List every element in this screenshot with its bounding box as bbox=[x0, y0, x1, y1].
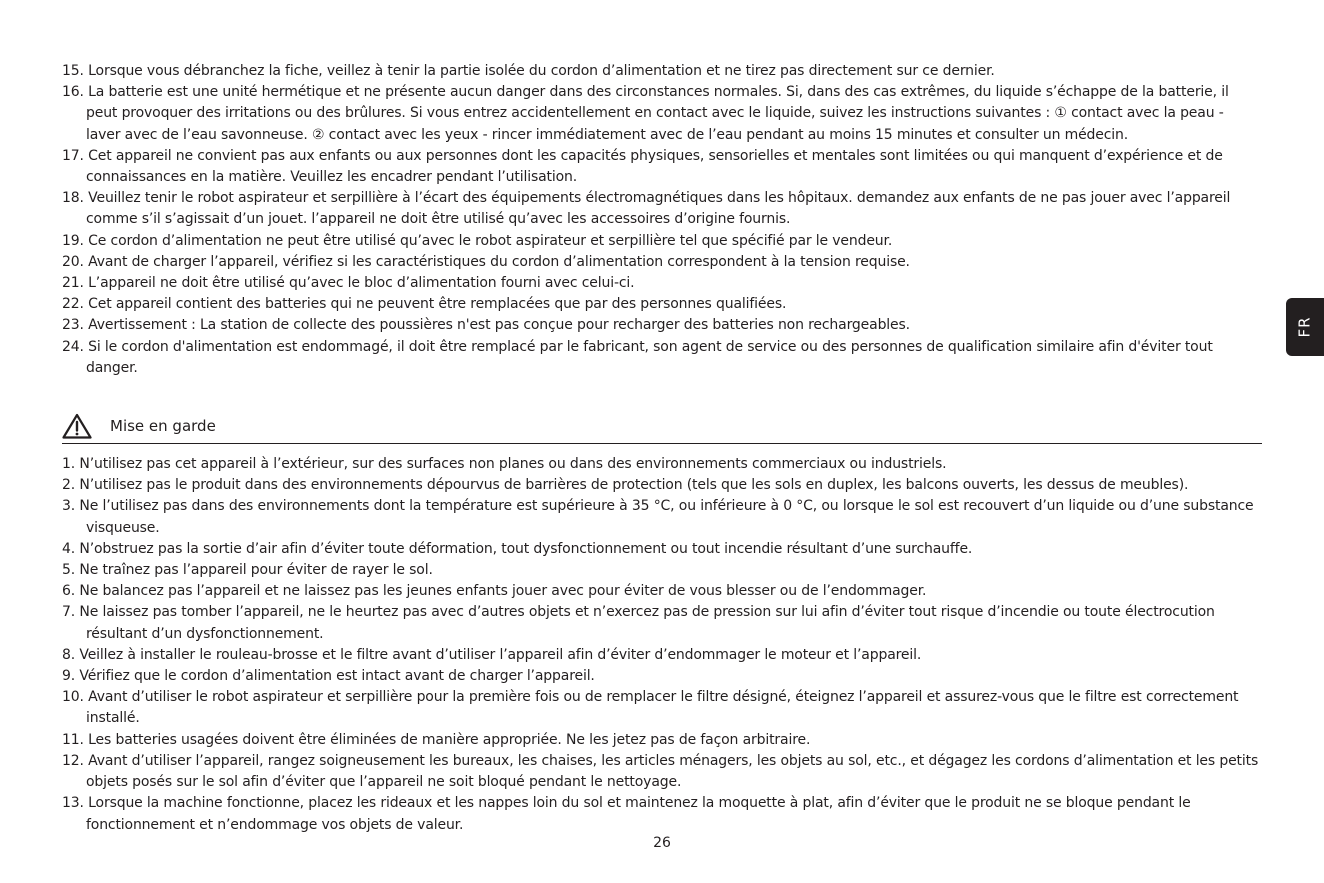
list-item bbox=[62, 730, 1262, 751]
list-item-text: Ne balancez pas l’appareil et ne laissez pas les jeunes enfants jouer avec pour éviter de vous blesser ou de l’endommager. bbox=[79, 583, 927, 600]
list-item-number: 15. bbox=[62, 63, 84, 79]
list-item bbox=[62, 294, 1262, 315]
list-item-number: 16. bbox=[62, 84, 84, 101]
list-item bbox=[62, 231, 1262, 252]
manual-page-content bbox=[62, 61, 1262, 836]
list-item bbox=[62, 454, 1262, 475]
list-item bbox=[62, 687, 1262, 729]
list-item-number: 13. bbox=[62, 795, 84, 812]
list-item-text: Ne laissez pas tomber l’appareil, ne le heurtez pas avec d’autres objets et n’exercez pas de pression sur lui afin d’éviter tout risque d’incendie ou toute électrocution résultant d’un dysfonctionnement. bbox=[79, 604, 1215, 642]
list-item-text: Les batteries usagées doivent être éliminées de manière appropriée. Ne les jetez pas de façon arbitraire. bbox=[88, 731, 811, 748]
list-item-number: 22. bbox=[62, 296, 84, 313]
list-item-text: Avant d’utiliser le robot aspirateur et serpillière pour la première fois ou de remplacer le filtre désigné, éteignez l’appareil et assurez-vous que le filtre est correctement installé. bbox=[86, 689, 1239, 727]
list-item-text: N’utilisez pas le produit dans des environnements dépourvus de barrières de protection (tels que les sols en duplex, les balcons ouverts, les dessus de meubles). bbox=[79, 477, 1189, 494]
warning-list bbox=[62, 454, 1262, 836]
warning-title: Mise en garde bbox=[110, 417, 216, 436]
language-tab bbox=[1286, 298, 1324, 356]
list-item bbox=[62, 793, 1262, 835]
list-item bbox=[62, 666, 1262, 687]
list-item-text: Lorsque la machine fonctionne, placez les rideaux et les nappes loin du sol et maintenez la moquette à plat, afin d’éviter que le produit ne se bloque pendant le fonctionnement et n’endommage vos objets de valeur. bbox=[86, 795, 1191, 833]
list-item-number: 4. bbox=[62, 540, 76, 557]
list-item bbox=[62, 645, 1262, 666]
list-item-text: Cet appareil contient des batteries qui ne peuvent être remplacées que par des personnes qualifiées. bbox=[88, 296, 787, 313]
list-item-number: 8. bbox=[62, 646, 76, 663]
list-item-text: Ne l’utilisez pas dans des environnements dont la température est supérieure à 35 °C, ou inférieure à 0 °C, ou lorsque le sol est recouvert d’un liquide ou d’une substance visqueuse. bbox=[79, 498, 1254, 536]
list-item-text: Veillez à installer le rouleau-brosse et le filtre avant d’utiliser l’appareil afin d’éviter d’endommager le moteur et l’appareil. bbox=[79, 646, 922, 663]
list-item-text: Avant d’utiliser l’appareil, rangez soigneusement les bureaux, les chaises, les articles ménagers, les objets au sol, etc., et dégagez les cordons d’alimentation et les petits objets posés sur le sol afin d’éviter que l’appareil ne soit bloqué pendant le nettoyage. bbox=[86, 752, 1259, 791]
list-item-number: 21. bbox=[62, 275, 84, 292]
list-item-number: 17. bbox=[62, 147, 84, 164]
list-item-number: 19. bbox=[62, 232, 84, 249]
list-item bbox=[62, 337, 1262, 379]
list-item bbox=[62, 496, 1262, 538]
list-item-number: 24. bbox=[62, 338, 84, 355]
page-number: 26 bbox=[653, 835, 671, 851]
list-item bbox=[62, 560, 1262, 581]
list-item-text: Lorsque vous débranchez la fiche, veillez à tenir la partie isolée du cordon d’alimentation et ne tirez pas directement sur ce dernier. bbox=[88, 63, 995, 79]
list-item-text: N’utilisez pas cet appareil à l’extérieur, sur des surfaces non planes ou dans des environnements commerciaux ou industriels. bbox=[79, 456, 947, 473]
list-item-number: 10. bbox=[62, 689, 84, 706]
language-tab-label: FR bbox=[1296, 316, 1314, 338]
list-item-text: Cet appareil ne convient pas aux enfants ou aux personnes dont les capacités physiques, sensorielles et mentales sont limitées ou qui manquent d’expérience et de connaissances en la matière. Veuillez les encadrer pendant l’utilisation. bbox=[86, 147, 1223, 186]
list-item bbox=[62, 315, 1262, 336]
list-item-text: Avant de charger l’appareil, vérifiez si les caractéristiques du cordon d’alimentation correspondent à la tension requise. bbox=[88, 253, 910, 270]
list-item-text: Vérifiez que le cordon d’alimentation est intact avant de charger l’appareil. bbox=[79, 668, 595, 685]
list-item-text: Ce cordon d’alimentation ne peut être utilisé qu’avec le robot aspirateur et serpillière tel que spécifié par le vendeur. bbox=[88, 232, 893, 249]
list-item-text: Ne traînez pas l’appareil pour éviter de rayer le sol. bbox=[79, 562, 433, 579]
list-item-number: 12. bbox=[62, 752, 84, 769]
list-item-text: N’obstruez pas la sortie d’air afin d’éviter toute déformation, tout dysfonctionnement ou tout incendie résultant d’une surchauffe. bbox=[79, 540, 973, 557]
list-item bbox=[62, 82, 1262, 146]
list-item bbox=[62, 751, 1262, 793]
list-item bbox=[62, 539, 1262, 560]
list-item bbox=[62, 146, 1262, 188]
list-item-number: 2. bbox=[62, 477, 76, 494]
list-item bbox=[62, 188, 1262, 230]
list-item bbox=[62, 252, 1262, 273]
list-item-text: Si le cordon d'alimentation est endommagé, il doit être remplacé par le fabricant, son agent de service ou des personnes de qualification similaire afin d'éviter tout danger. bbox=[86, 338, 1213, 376]
list-item bbox=[62, 61, 1262, 82]
list-item-number: 3. bbox=[62, 498, 76, 515]
list-item-number: 1. bbox=[62, 456, 76, 473]
warning-section-header bbox=[62, 411, 1262, 444]
list-item-number: 6. bbox=[62, 583, 76, 600]
list-item-number: 5. bbox=[62, 562, 76, 579]
list-item-text: Avertissement : La station de collecte des poussières n'est pas conçue pour recharger des batteries non rechargeables. bbox=[88, 317, 910, 334]
list-item-text: La batterie est une unité hermétique et ne présente aucun danger dans des circonstances normales. Si, dans des cas extrêmes, du liquide s’échappe de la batterie, il peut provoquer des irritations ou des brûlures. Si vous entrez accidentellement en contact avec le liquide, suivez les instructions suivantes : ① contact avec la peau - laver avec de l’eau savonneuse. ② contact avec les yeux - rincer immédiatement avec de l’eau pendant au moins 15 minutes et consulter un médecin. bbox=[86, 84, 1229, 143]
list-item-number: 9. bbox=[62, 668, 76, 685]
list-item-number: 23. bbox=[62, 317, 84, 334]
list-item-text: Veuillez tenir le robot aspirateur et serpillière à l’écart des équipements électromagnétiques dans les hôpitaux. demandez aux enfants de ne pas jouer avec l’appareil comme s’il s’agissait d’un jouet. l’appareil ne doit être utilisé qu’avec les accessoires d’origine fournis. bbox=[86, 190, 1231, 228]
list-item bbox=[62, 602, 1262, 644]
list-item-text: L’appareil ne doit être utilisé qu’avec le bloc d’alimentation fourni avec celui-ci. bbox=[88, 275, 635, 292]
list-item-number: 11. bbox=[62, 731, 84, 748]
safety-list-continued bbox=[62, 61, 1262, 379]
list-item bbox=[62, 581, 1262, 602]
list-item bbox=[62, 273, 1262, 294]
list-item-number: 18. bbox=[62, 190, 84, 207]
warning-triangle-icon bbox=[62, 413, 92, 439]
list-item-number: 7. bbox=[62, 604, 76, 621]
list-item-number: 20. bbox=[62, 253, 84, 270]
list-item bbox=[62, 475, 1262, 496]
